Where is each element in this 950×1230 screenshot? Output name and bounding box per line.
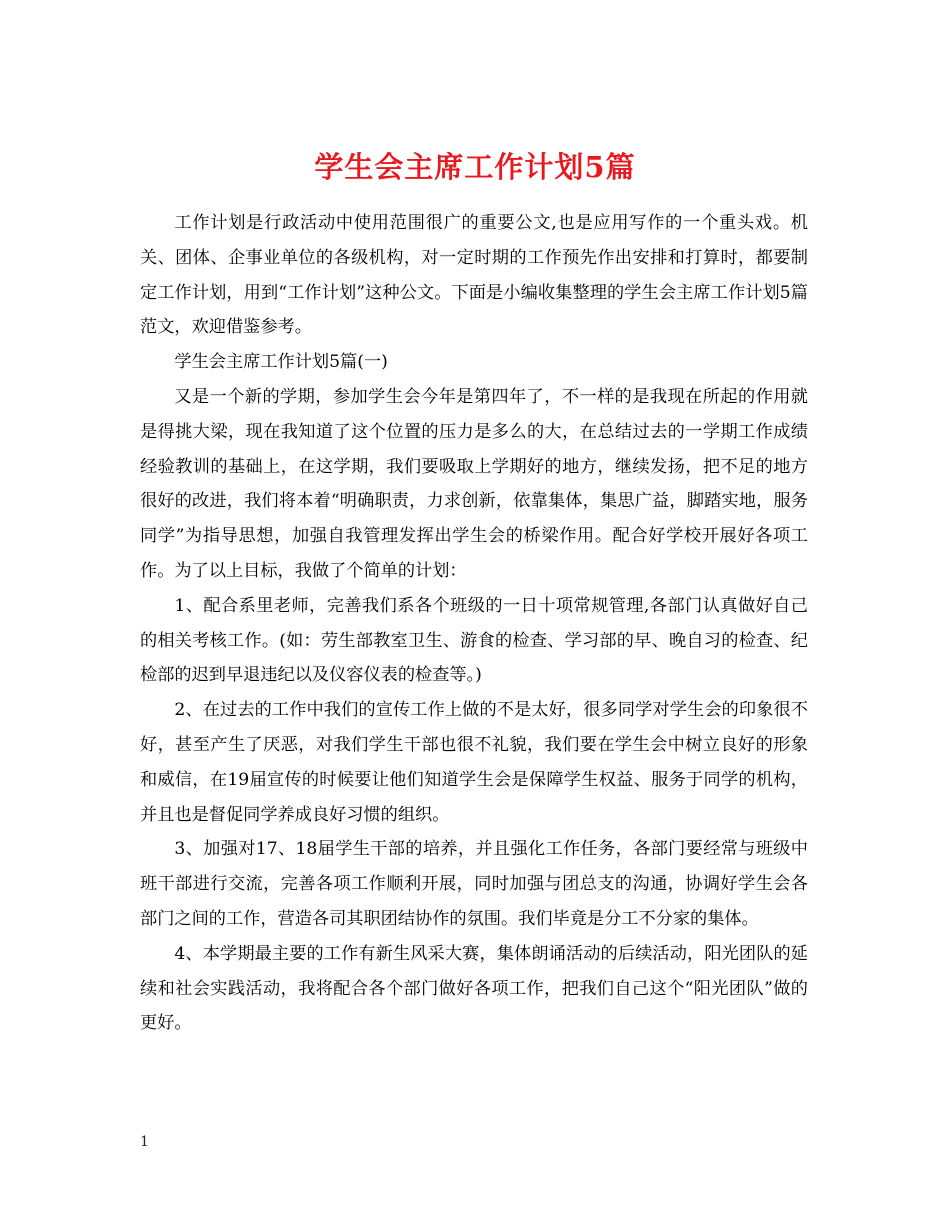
section-heading: 学生会主席工作计划5篇(一) (174, 352, 388, 373)
list-item-4: 4、本学期最主要的工作有新生风采大赛，集体朗诵活动的后续活动，阳光团队的延续和社会实践活动，我将配合各个部门做好各项工作，把我们自己这个“阳光团队”做的更好。 (140, 943, 808, 1034)
list-item-1: 1、配合系里老师，完善我们系各个班级的一日十项常规管理,各部门认真做好自己的相关考核工作。(如：劳生部教室卫生、游食的检查、学习部的早、晚自习的检查、纪检部的迟到早退违纪以及仪容仪表的检查等。) (140, 595, 808, 686)
page-number: 1 (140, 1134, 149, 1150)
intro-paragraph: 工作计划是行政活动中使用范围很广的重要公文,也是应用写作的一个重头戏。机关、团体、企事业单位的各级机构，对一定时期的工作预先作出安排和打算时，都要制定工作计划，用到“工作计划”这种公文。下面是小编收集整理的学生会主席工作计划5篇范文，欢迎借鉴参考。 (140, 213, 808, 338)
list-item-3: 3、加强对17、18届学生干部的培养，并且强化工作任务，各部门要经常与班级中班干部进行交流，完善各项工作顺利开展，同时加强与团总支的沟通，协调好学生会各部门之间的工作，营造各司其职团结协作的氛围。我们毕竟是分工不分家的集体。 (140, 839, 808, 929)
page-title: 学生会主席工作计划5篇 (314, 150, 636, 185)
document-body (140, 206, 808, 1041)
body-paragraph: 又是一个新的学期，参加学生会今年是第四年了，不一样的是我现在所起的作用就是得挑大梁，现在我知道了这个位置的压力是多么的大，在总结过去的一学期工作成绩经验教训的基础上，在这学期，我们要吸取上学期好的地方，继续发扬，把不足的地方很好的改进，我们将本着“明确职责，力求创新，依靠集体，集思广益，脚踏实地，服务同学”为指导思想，加强自我管理发挥出学生会的桥梁作用。配合好学校开展好各项工作。为了以上目标，我做了个简单的计划： (140, 386, 808, 581)
list-item-2: 2、在过去的工作中我们的宣传工作上做的不是太好，很多同学对学生会的印象很不好，甚至产生了厌恶，对我们学生干部也很不礼貌，我们要在学生会中树立良好的形象和威信，在19届宣传的时候要让他们知道学生会是保障学生权益、服务于同学的机构，并且也是督促同学养成良好习惯的组织。 (140, 700, 808, 825)
